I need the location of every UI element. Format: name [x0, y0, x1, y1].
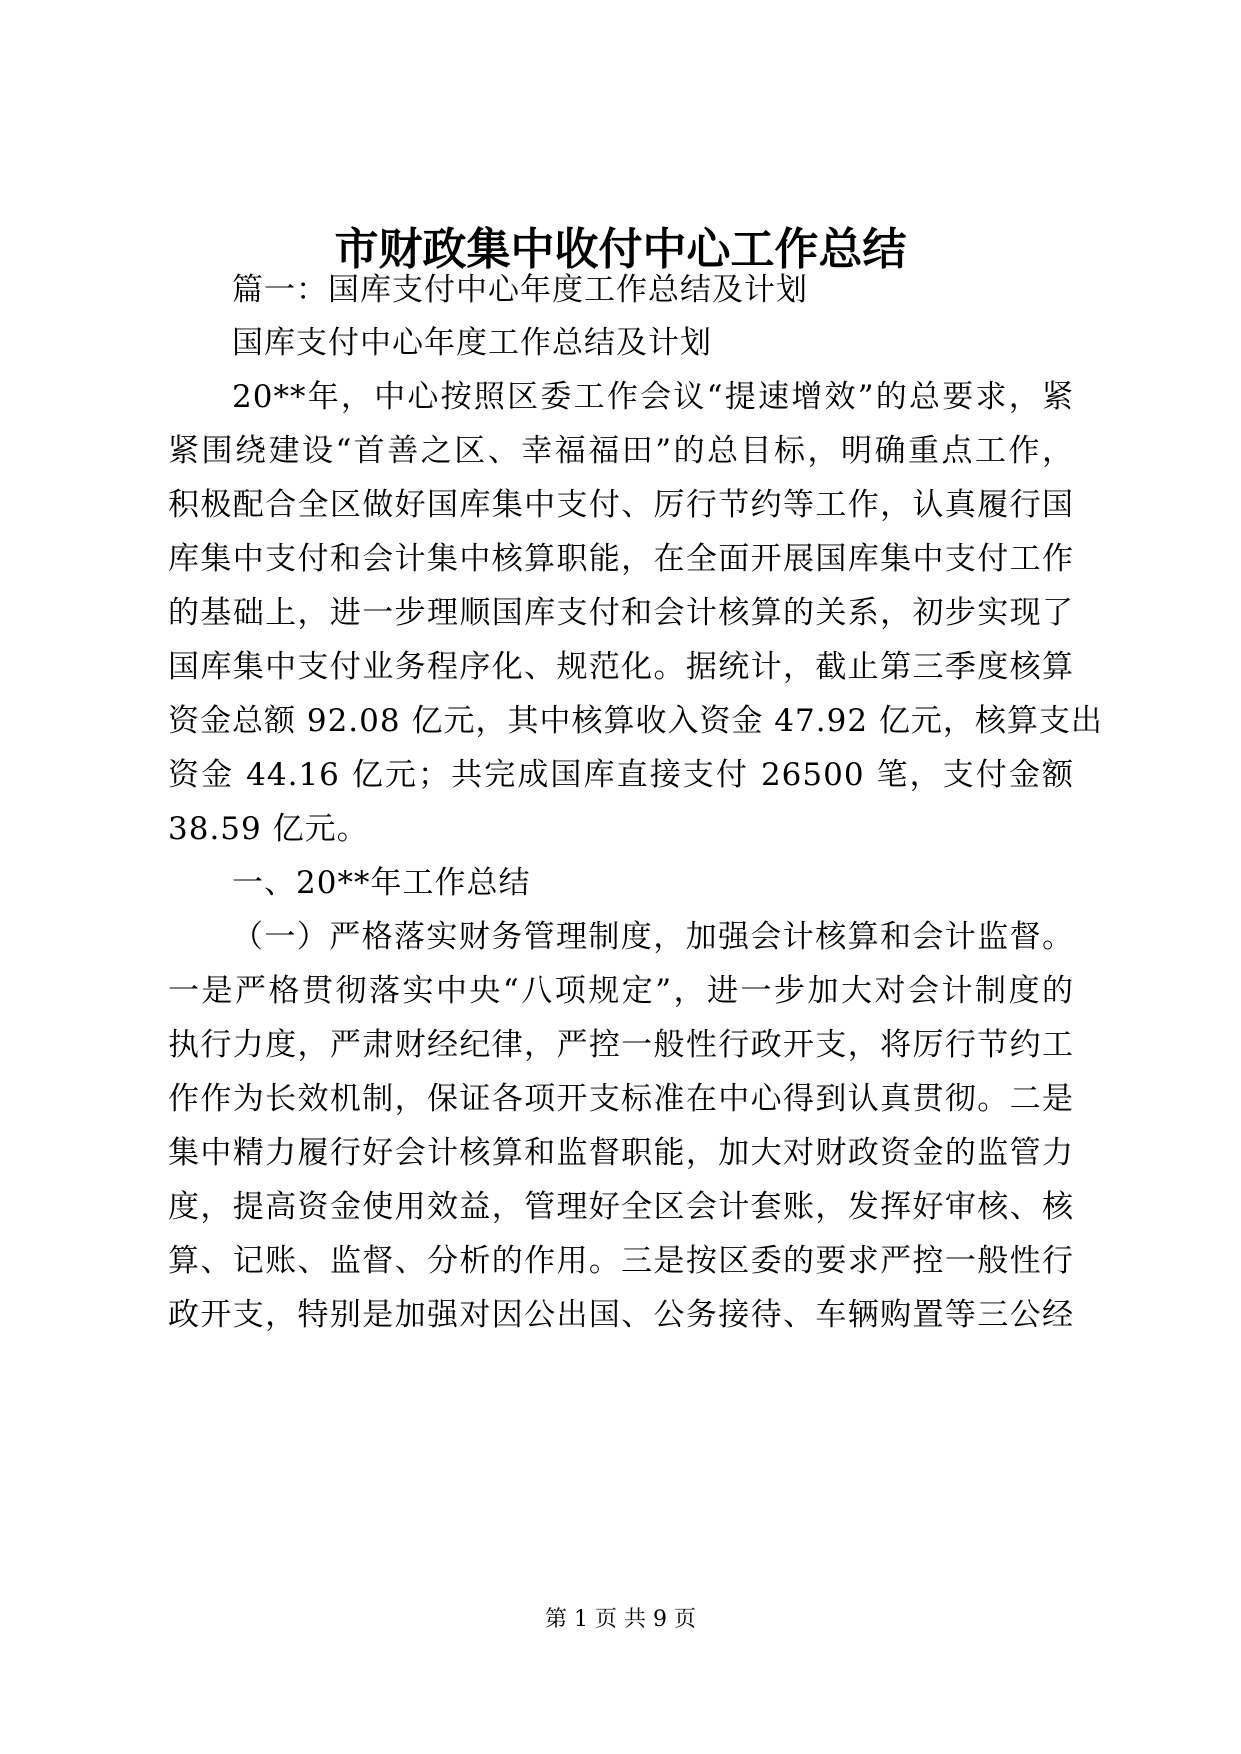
paragraph-line: 国库集中支付业务程序化、规范化。据统计，截止第三季度核算	[168, 649, 1074, 685]
subtitle-line: 国库支付中心年度工作总结及计划	[232, 325, 712, 361]
paragraph-line: 资金 44.16 亿元；共完成国库直接支付 26500 笔，支付金额	[168, 757, 1074, 793]
paragraph-line: 积极配合全区做好国库集中支付、厉行节约等工作，认真履行国	[168, 487, 1074, 523]
paragraph-line: 度，提高资金使用效益，管理好全区会计套账，发挥好审核、核	[168, 1189, 1074, 1225]
paragraph-line: 库集中支付和会计集中核算职能，在全面开展国库集中支付工作	[168, 541, 1074, 577]
paragraph-line: 紧围绕建设“首善之区、幸福福田”的总目标，明确重点工作，	[168, 433, 1074, 469]
section-heading: 篇一：国库支付中心年度工作总结及计划	[232, 272, 808, 308]
document-title: 市财政集中收付中心工作总结	[334, 224, 907, 275]
paragraph-line: 的基础上，进一步理顺国库支付和会计核算的关系，初步实现了	[168, 595, 1074, 631]
section-heading: 一、20**年工作总结	[232, 865, 531, 901]
paragraph-line: 20**年，中心按照区委工作会议“提速增效”的总要求，紧	[232, 379, 1074, 415]
paragraph-line: 资金总额 92.08 亿元，其中核算收入资金 47.92 亿元，核算支出	[168, 703, 1103, 739]
paragraph-line: 一是严格贯彻落实中央“八项规定”，进一步加大对会计制度的	[168, 973, 1074, 1009]
paragraph-line: 集中精力履行好会计核算和监督职能，加大对财政资金的监管力	[168, 1135, 1074, 1171]
paragraph-line: 38.59 亿元。	[168, 811, 369, 847]
paragraph-line: （一）严格落实财务管理制度，加强会计核算和会计监督。	[232, 919, 1074, 955]
page-footer: 第 1 页 共 9 页	[545, 1607, 696, 1632]
paragraph-line: 作作为长效机制，保证各项开支标准在中心得到认真贯彻。二是	[168, 1081, 1074, 1117]
paragraph-line: 算、记账、监督、分析的作用。三是按区委的要求严控一般性行	[168, 1243, 1074, 1279]
paragraph-line: 执行力度，严肃财经纪律，严控一般性行政开支，将厉行节约工	[168, 1027, 1074, 1063]
paragraph-line: 政开支，特别是加强对因公出国、公务接待、车辆购置等三公经	[168, 1297, 1074, 1333]
